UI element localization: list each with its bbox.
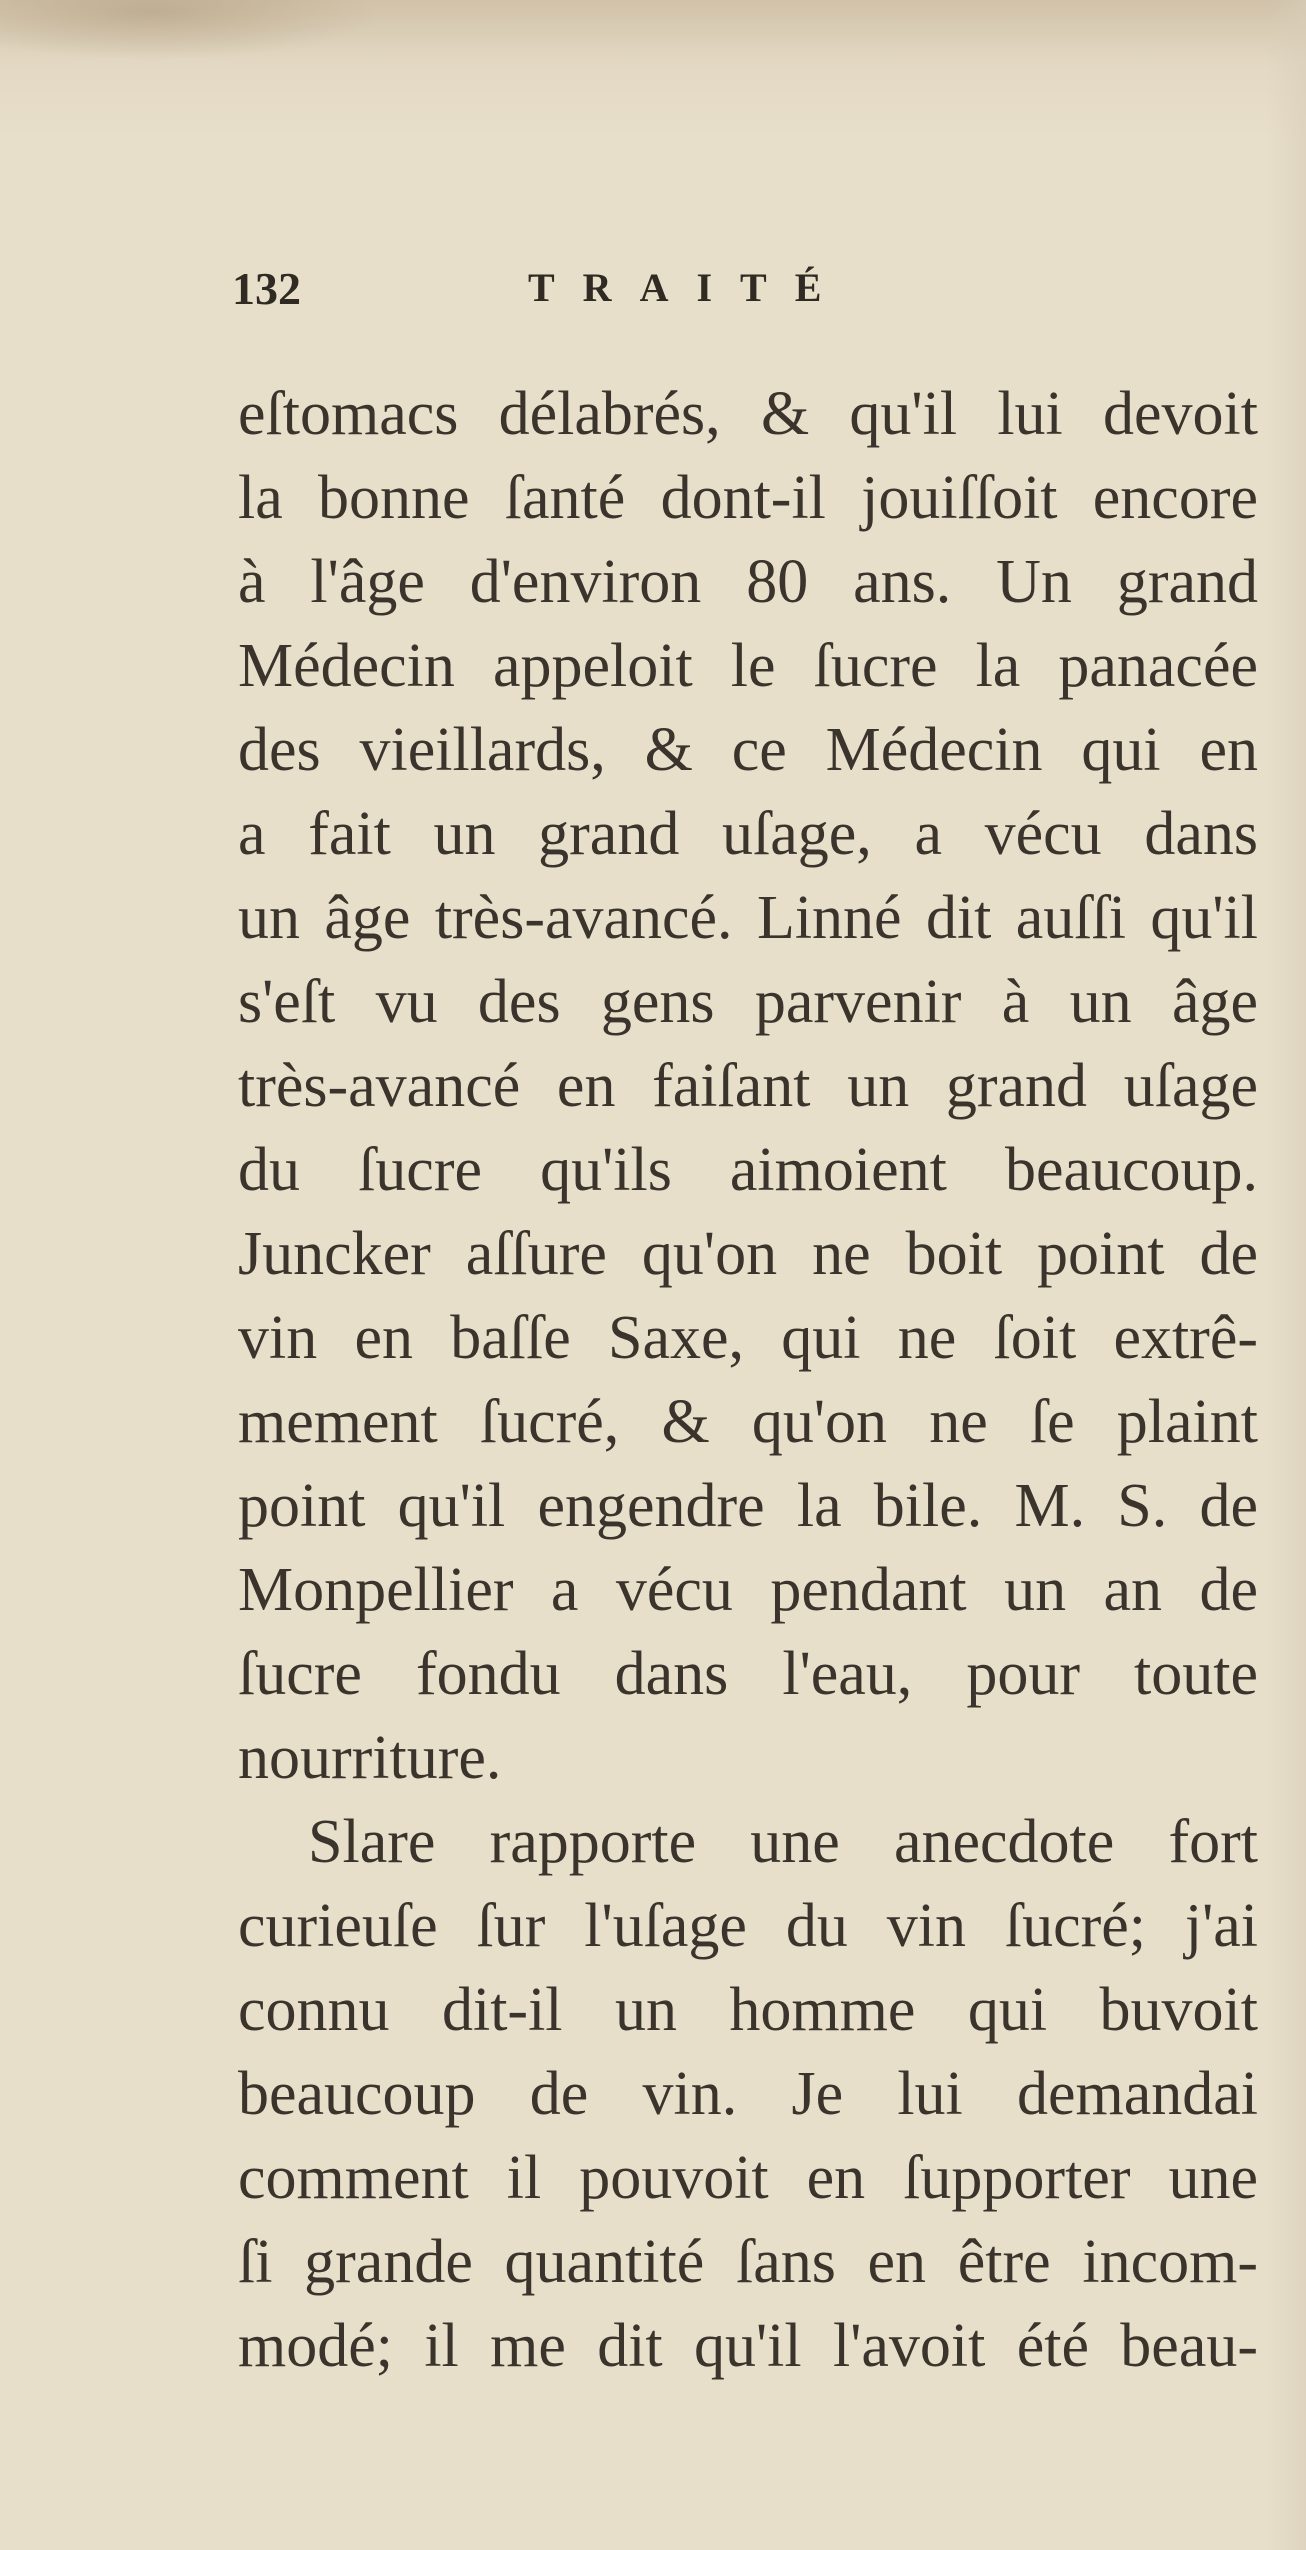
text-line: la bonne ſanté dont-il jouiſſoit encore [238, 464, 1258, 532]
text-line: du ſucre qu'ils aimoient beaucoup. [238, 1136, 1258, 1204]
page-edge-shadow [1266, 0, 1306, 2550]
text-line: Monpellier a vécu pendant un an de [238, 1556, 1258, 1624]
text-line: s'eſt vu des gens parvenir à un âge [238, 968, 1258, 1036]
text-line: eſtomacs délabrés, & qu'il lui devoit [238, 380, 1258, 448]
text-line: beaucoup de vin. Je lui demandai [238, 2060, 1258, 2128]
text-line: Médecin appeloit le ſucre la panacée [238, 632, 1258, 700]
running-title: TRAITÉ [528, 265, 850, 310]
text-line: ſi grande quantité ſans en être incom- [238, 2228, 1258, 2296]
paper-stain-corner [0, 0, 380, 60]
text-line: modé; il me dit qu'il l'avoit été beau- [238, 2312, 1258, 2380]
text-line: comment il pouvoit en ſupporter une [238, 2144, 1258, 2212]
text-line: a fait un grand uſage, a vécu dans [238, 800, 1258, 868]
text-line: connu dit-il un homme qui buvoit [238, 1976, 1258, 2044]
text-line-paragraph-start: Slare rapporte une anecdote fort [308, 1808, 1258, 1876]
text-line: à l'âge d'environ 80 ans. Un grand [238, 548, 1258, 616]
text-line: curieuſe ſur l'uſage du vin ſucré; j'ai [238, 1892, 1258, 1960]
text-line: Juncker aſſure qu'on ne boit point de [238, 1220, 1258, 1288]
text-line: vin en baſſe Saxe, qui ne ſoit extrê- [238, 1304, 1258, 1372]
page-header [232, 262, 1032, 332]
text-line: très-avancé en faiſant un grand uſage [238, 1052, 1258, 1120]
page-number: 132 [232, 263, 301, 314]
text-line-paragraph-end: nourriture. [238, 1724, 502, 1792]
text-line: point qu'il engendre la bile. M. S. de [238, 1472, 1258, 1540]
text-line: ſucre fondu dans l'eau, pour toute [238, 1640, 1258, 1708]
text-line: des vieillards, & ce Médecin qui en [238, 716, 1258, 784]
text-line: mement ſucré, & qu'on ne ſe plaint [238, 1388, 1258, 1456]
text-line: un âge très-avancé. Linné dit auſſi qu'il [238, 884, 1258, 952]
body-text [238, 372, 1258, 2388]
